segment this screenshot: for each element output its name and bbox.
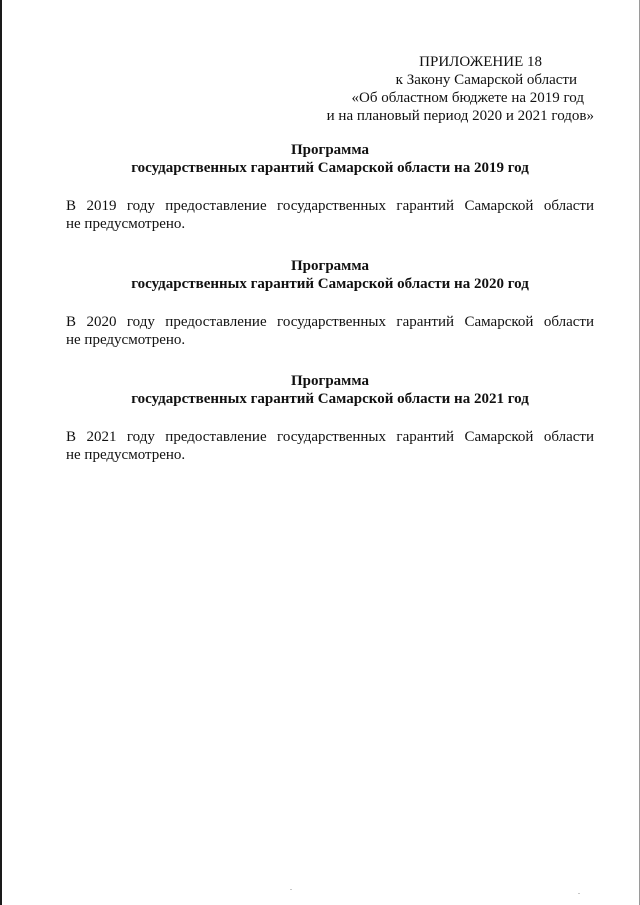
guarantee-program-2020	[66, 257, 594, 349]
scan-left-edge	[0, 0, 2, 905]
paragraph-line-1: В 2021 году предоставление государственных гарантий Самарской области	[66, 429, 594, 445]
section-heading	[66, 141, 594, 177]
section-subheading-line: государственных гарантий Самарской области на 2019 год	[131, 160, 529, 176]
section-paragraph	[66, 428, 594, 464]
appendix-title: ПРИЛОЖЕНИЕ 18	[419, 54, 542, 70]
section-heading	[66, 257, 594, 293]
section-subheading-line: государственных гарантий Самарской области на 2020 год	[131, 276, 529, 292]
section-heading-line: Программа	[291, 258, 369, 274]
appendix-header	[294, 53, 594, 125]
paragraph-line-1: В 2020 году предоставление государственных гарантий Самарской области	[66, 314, 594, 330]
scan-speck	[578, 893, 580, 894]
section-subheading-line: государственных гарантий Самарской области на 2021 год	[131, 391, 529, 407]
section-paragraph	[66, 197, 594, 233]
appendix-law-reference: к Закону Самарской области	[395, 72, 577, 88]
paragraph-line-1: В 2019 году предоставление государственных гарантий Самарской области	[66, 198, 594, 214]
guarantee-program-2019	[66, 141, 594, 233]
paragraph-line-2: не предусмотрено.	[66, 447, 186, 463]
section-heading	[66, 372, 594, 408]
paragraph-line-2: не предусмотрено.	[66, 332, 186, 348]
section-heading-line: Программа	[291, 142, 369, 158]
appendix-law-name: «Об областном бюджете на 2019 год	[351, 90, 584, 106]
paragraph-line-2: не предусмотрено.	[66, 216, 186, 232]
section-heading-line: Программа	[291, 373, 369, 389]
section-paragraph	[66, 313, 594, 349]
scan-speck	[290, 889, 292, 890]
appendix-law-name-continued: и на плановый период 2020 и 2021 годов»	[326, 108, 594, 124]
guarantee-program-2021	[66, 372, 594, 464]
